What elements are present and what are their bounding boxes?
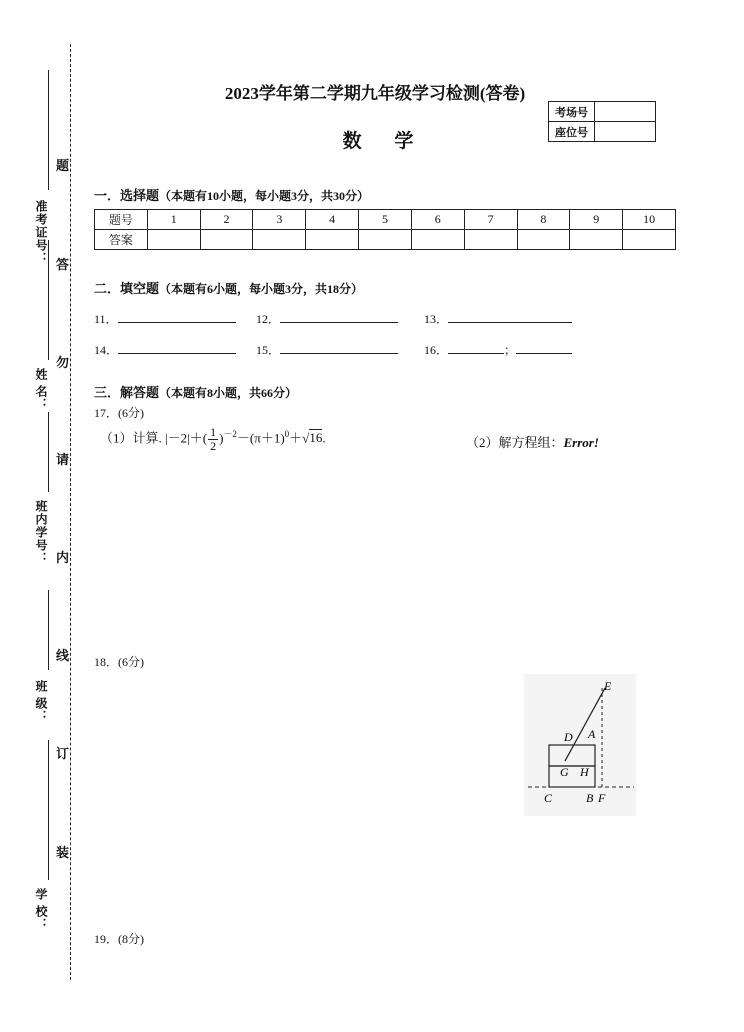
answer-cell[interactable] <box>253 230 306 250</box>
name-line <box>48 240 49 360</box>
cut-char: 答 <box>56 257 70 272</box>
question-number: 4 <box>306 210 359 230</box>
section-2-note: （本题有6小题，每小题3分，共18分） <box>159 282 364 296</box>
label-D: D <box>564 730 573 744</box>
class-line <box>48 590 49 670</box>
question-18-label: 18．(6分) <box>94 655 144 669</box>
question-number: 7 <box>464 210 517 230</box>
question-17-label: 17．(6分) <box>94 406 144 420</box>
blank-14-line[interactable] <box>118 341 236 354</box>
blank-13-label: 13． <box>424 312 449 326</box>
question-number: 6 <box>411 210 464 230</box>
blank-16-line-a[interactable] <box>448 341 504 354</box>
label-A: A <box>588 727 596 741</box>
error-text: Error! <box>563 435 599 450</box>
blank-16 <box>424 341 572 358</box>
blank-12-line[interactable] <box>280 310 398 323</box>
seat-number-label: 座位号 <box>549 122 595 142</box>
expression-text: －(π＋1) <box>236 430 285 446</box>
binding-cut-line <box>70 44 71 980</box>
section-1-heading <box>94 185 369 204</box>
label-H: H <box>580 765 589 779</box>
exam-info-table <box>548 101 656 142</box>
answer-table-answer-row <box>95 230 676 250</box>
class-label: 班 级： <box>34 680 48 723</box>
label-F: F <box>598 791 606 805</box>
expression-text: ＋ <box>289 430 303 446</box>
question-17-part-1 <box>100 426 326 453</box>
answer-row-header: 答案 <box>95 230 148 250</box>
blank-11-line[interactable] <box>118 310 236 323</box>
number-row-header: 题号 <box>95 210 148 230</box>
blank-16-line-b[interactable] <box>516 341 572 354</box>
class-number-line <box>48 412 49 492</box>
fraction-denominator: 2 <box>210 439 217 453</box>
question-number: 10 <box>623 210 676 230</box>
blank-14 <box>94 341 236 358</box>
cut-char: 装 <box>56 845 70 860</box>
exam-room-field[interactable] <box>595 102 656 122</box>
answer-cell[interactable] <box>200 230 253 250</box>
answer-cell[interactable] <box>306 230 359 250</box>
question-number: 9 <box>570 210 623 230</box>
question-number: 8 <box>517 210 570 230</box>
blank-12-label: 12． <box>256 312 281 326</box>
part-1-label: （1）计算. <box>100 430 162 446</box>
answer-cell[interactable] <box>359 230 412 250</box>
cut-char: 订 <box>56 746 70 761</box>
answer-cell[interactable] <box>517 230 570 250</box>
exponent: －2 <box>223 429 237 440</box>
section-3-title: 三．解答题 <box>94 385 160 400</box>
part-2-label: （2）解方程组： <box>466 435 564 450</box>
answer-cell[interactable] <box>623 230 676 250</box>
question-number: 1 <box>147 210 200 230</box>
answer-table <box>94 209 676 250</box>
label-C: C <box>544 791 553 805</box>
question-number: 3 <box>253 210 306 230</box>
label-B: B <box>586 791 594 805</box>
section-3-note: （本题有8小题，共66分） <box>159 386 298 400</box>
question-number: 2 <box>200 210 253 230</box>
answer-cell[interactable] <box>147 230 200 250</box>
exam-room-label: 考场号 <box>549 102 595 122</box>
fraction-numerator: 1 <box>210 425 217 439</box>
answer-cell[interactable] <box>570 230 623 250</box>
cut-char: 请 <box>56 452 70 467</box>
subject-title: 数 学 <box>342 131 428 152</box>
question-number: 5 <box>359 210 412 230</box>
blank-15-label: 15． <box>256 343 281 357</box>
blank-12 <box>256 310 398 327</box>
blank-11-label: 11． <box>94 312 118 326</box>
school-label: 学 校： <box>34 888 48 931</box>
cut-char: 线 <box>56 648 70 663</box>
label-G: G <box>560 765 569 779</box>
seat-number-field[interactable] <box>595 122 656 142</box>
section-2-heading <box>94 278 363 297</box>
blank-14-label: 14． <box>94 343 119 357</box>
cut-char: 题 <box>56 158 70 173</box>
school-line <box>48 740 49 880</box>
semicolon: ； <box>504 343 517 357</box>
expression-text: . <box>322 430 326 446</box>
page-title: 2023学年第二学期九年级学习检测(答卷) <box>224 84 526 103</box>
expression-text: |－2|＋( <box>165 430 208 446</box>
section-2-title: 二．填空题 <box>94 281 160 296</box>
blank-13-line[interactable] <box>448 310 572 323</box>
exam-id-line <box>48 70 49 190</box>
cut-char: 内 <box>56 550 70 565</box>
cut-char: 勿 <box>56 355 70 370</box>
question-17-part-2 <box>466 432 599 451</box>
blank-15-line[interactable] <box>280 341 398 354</box>
section-1-title: 一．选择题 <box>94 188 160 203</box>
expression-text: ) <box>219 430 224 446</box>
question-18-figure <box>524 674 636 816</box>
exam-id-label: 准考证号： <box>34 200 48 265</box>
sqrt-symbol: √ <box>302 430 310 446</box>
answer-cell[interactable] <box>464 230 517 250</box>
blank-13 <box>424 310 572 327</box>
question-19-label: 19．(8分) <box>94 932 144 946</box>
class-number-label: 班内学号： <box>34 500 48 565</box>
answer-table-number-row <box>95 210 676 230</box>
sqrt-argument: 16 <box>309 430 323 446</box>
name-label: 姓 名： <box>34 368 48 411</box>
section-3-heading <box>94 382 297 401</box>
fraction <box>208 426 218 453</box>
section-1-note: （本题有10小题，每小题3分，共30分） <box>159 189 370 203</box>
label-E: E <box>604 679 612 693</box>
blank-15 <box>256 341 398 358</box>
blank-11 <box>94 310 236 327</box>
exponent: 0 <box>284 429 290 440</box>
blank-16-label: 16． <box>424 343 449 357</box>
answer-cell[interactable] <box>411 230 464 250</box>
